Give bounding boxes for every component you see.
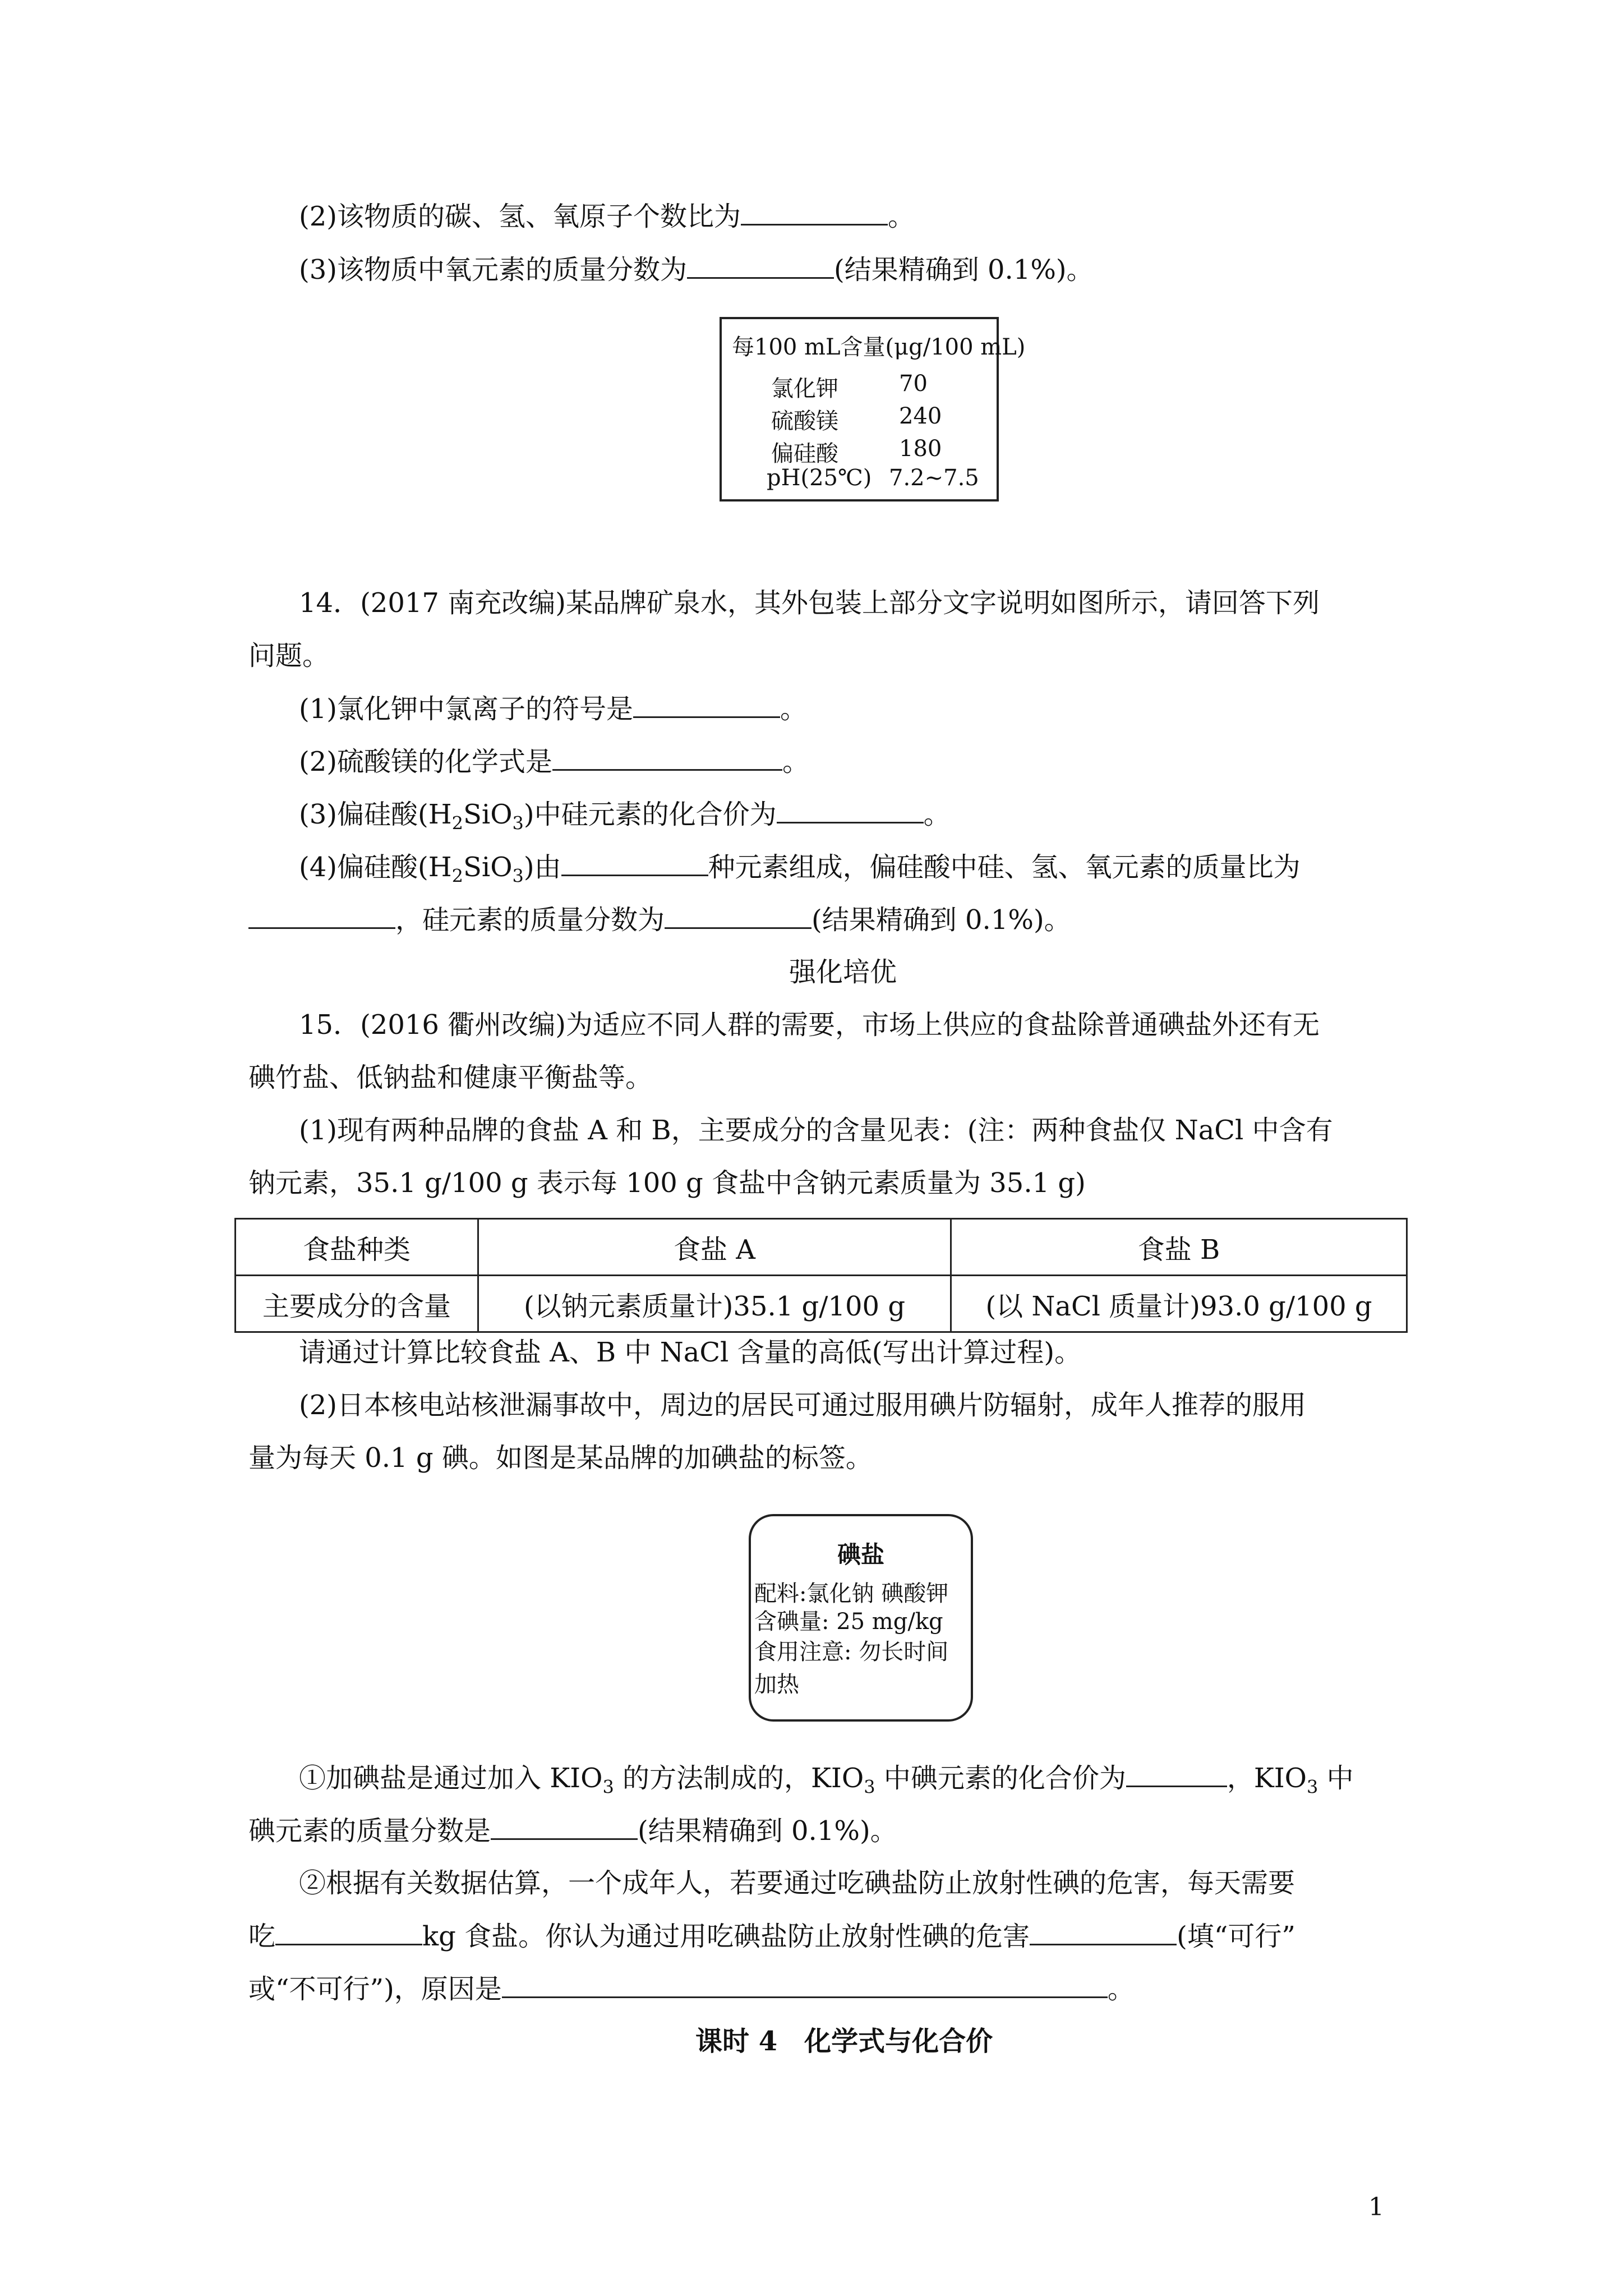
table-cell: 主要成分的含量 — [236, 1276, 478, 1332]
text: (1)现有两种品牌的食盐 A 和 B，主要成分的含量见表：(注：两种食盐仅 NaCl 中含有 — [299, 1115, 1333, 1146]
q15-part1-1 — [299, 1114, 1333, 1147]
lesson-title: 课时 4 化学式与化合价 — [695, 2026, 993, 2057]
salt-label-line: 加热 — [754, 1672, 799, 1697]
q15-item2 — [299, 1866, 1295, 1900]
text: ①加碘盐是通过加入 KIO — [299, 1763, 603, 1794]
table-cell: (以 NaCl 质量计)93.0 g/100 g — [951, 1276, 1407, 1332]
answer-blank[interactable] — [687, 252, 834, 279]
answer-blank[interactable] — [1030, 1919, 1177, 1945]
label-row-value: 180 — [899, 436, 942, 462]
text: (3)该物质中氧元素的质量分数为 — [299, 254, 687, 286]
q14-part2 — [299, 744, 809, 779]
subscript: 2 — [451, 812, 463, 834]
answer-blank[interactable] — [552, 744, 782, 771]
text: 种元素组成，偏硅酸中硅、氢、氧元素的质量比为 — [708, 852, 1301, 883]
answer-blank[interactable] — [502, 1972, 1108, 1998]
text: (2)日本核电站核泄漏事故中，周边的居民可通过服用碘片防辐射，成年人推荐的服用 — [299, 1389, 1306, 1421]
q15-intro-1 — [299, 1008, 1320, 1042]
text: ②根据有关数据估算，一个成年人，若要通过吃碘盐防止放射性碘的危害，每天需要 — [299, 1867, 1295, 1899]
answer-blank[interactable] — [633, 692, 780, 718]
text: (2)该物质的碳、氢、氧原子个数比为 — [299, 201, 741, 232]
q15-item2-cont2 — [248, 1972, 1135, 2006]
table-cell: (以钠元素质量计)35.1 g/100 g — [478, 1276, 951, 1332]
q15-item1 — [299, 1761, 1354, 1798]
label-row-value: 7.2~7.5 — [889, 465, 979, 491]
text: ，硅元素的质量分数为 — [395, 904, 665, 936]
text: (填“可行” — [1177, 1921, 1295, 1952]
text: (2)硫酸镁的化学式是 — [299, 746, 552, 777]
text: (结果精确到 0.1%)。 — [638, 1815, 897, 1847]
text: (1)氯化钾中氯离子的符号是 — [299, 693, 633, 725]
section-title: 强化培优 — [789, 956, 897, 988]
text: 。 — [780, 693, 808, 725]
q15-part1-after — [299, 1336, 1081, 1369]
q15-part2-1 — [299, 1388, 1306, 1422]
subscript: 3 — [864, 1776, 875, 1798]
subscript: 3 — [512, 812, 524, 834]
subscript: 2 — [451, 865, 463, 887]
label-row-name: pH(25℃) — [767, 465, 872, 491]
text: SiO — [463, 799, 513, 830]
q14-part4 — [299, 850, 1301, 887]
q15-item2-cont — [248, 1919, 1295, 1953]
q15-part1-2 — [248, 1166, 1086, 1200]
text: 钠元素，35.1 g/100 g 表示每 100 g 食盐中含钠元素质量为 35.1 g) — [248, 1167, 1086, 1199]
text: )由 — [523, 852, 561, 883]
text: 14．(2017 南充改编)某品牌矿泉水，其外包装上部分文字说明如图所示，请回答下列 — [299, 587, 1320, 619]
text: )中硅元素的化合价为 — [523, 799, 777, 830]
q14-part1 — [299, 692, 807, 726]
label-row-name: 氯化钾 — [771, 376, 838, 402]
text: 碘元素的质量分数是 — [248, 1815, 491, 1847]
text: 。 — [1107, 1973, 1135, 2005]
subscript: 3 — [602, 1776, 614, 1798]
text: 或“不可行”)，原因是 — [248, 1973, 502, 2005]
q15-intro-2 — [248, 1061, 652, 1094]
label-row-name: 偏硅酸 — [771, 441, 838, 467]
mineral-water-label — [720, 317, 1026, 501]
text: 问题。 — [248, 640, 330, 671]
page-number: 1 — [1368, 2193, 1384, 2221]
subscript: 3 — [1307, 1776, 1318, 1798]
q14-part3 — [299, 797, 951, 834]
text: 。 — [782, 746, 810, 777]
answer-blank[interactable] — [665, 903, 811, 929]
answer-blank[interactable] — [275, 1919, 422, 1945]
salt-label-line: 食用注意: 勿长时间 — [754, 1639, 949, 1665]
table-header: 食盐 A — [478, 1219, 951, 1276]
answer-blank[interactable] — [741, 199, 888, 226]
answer-blank[interactable] — [561, 850, 708, 876]
q15-item1-cont — [248, 1814, 897, 1848]
text: 请通过计算比较食盐 A、B 中 NaCl 含量的高低(写出计算过程)。 — [299, 1337, 1082, 1368]
q15-part2-2 — [248, 1441, 873, 1475]
iodized-salt-label — [749, 1514, 973, 1722]
text: (结果精确到 0.1%)。 — [834, 254, 1094, 286]
label-header: 每100 mL含量(μg/100 mL) — [732, 334, 1026, 360]
text: (3)偏硅酸(H — [299, 799, 452, 830]
text: 15．(2016 衢州改编)为适应不同人群的需要，市场上供应的食盐除普通碘盐外还有无 — [299, 1009, 1320, 1041]
answer-blank[interactable] — [491, 1814, 638, 1840]
subscript: 3 — [512, 865, 524, 887]
table-header: 食盐 B — [951, 1219, 1407, 1276]
table-header: 食盐种类 — [236, 1219, 478, 1276]
text: 碘竹盐、低钠盐和健康平衡盐等。 — [248, 1062, 653, 1093]
text: (4)偏硅酸(H — [299, 852, 452, 883]
text: 中碘元素的化合价为 — [875, 1763, 1126, 1794]
label-row-value: 70 — [899, 371, 928, 397]
text: 的方法制成的，KIO — [614, 1763, 864, 1794]
q13-part2 — [299, 199, 915, 233]
text: (结果精确到 0.1%)。 — [811, 904, 1071, 936]
text: 中 — [1318, 1763, 1354, 1794]
answer-blank[interactable] — [248, 903, 395, 929]
q14-part4-cont — [248, 903, 1071, 937]
text: 吃 — [248, 1921, 276, 1952]
q14-intro-2 — [248, 639, 329, 673]
text: SiO — [463, 852, 513, 883]
table-row — [236, 1276, 1407, 1332]
salt-label-title: 碘盐 — [837, 1541, 884, 1568]
q14-intro-1 — [299, 586, 1320, 620]
text: kg 食盐。你认为通过用吃碘盐防止放射性碘的危害 — [422, 1921, 1030, 1952]
text: 。 — [923, 799, 951, 830]
label-row-name: 硫酸镁 — [771, 408, 838, 434]
table-header-row — [236, 1219, 1407, 1276]
answer-blank[interactable] — [1126, 1761, 1227, 1787]
answer-blank[interactable] — [777, 797, 924, 823]
salt-comparison-table — [234, 1218, 1408, 1333]
text: 量为每天 0.1 g 碘。如图是某品牌的加碘盐的标签。 — [248, 1442, 873, 1474]
text: ，KIO — [1227, 1763, 1307, 1794]
text: 。 — [888, 201, 915, 232]
salt-label-line: 含碘量: 25 mg/kg — [754, 1609, 943, 1635]
salt-label-line: 配料:氯化钠 碘酸钾 — [754, 1581, 949, 1607]
label-row-value: 240 — [899, 403, 942, 429]
q13-part3 — [299, 252, 1094, 287]
